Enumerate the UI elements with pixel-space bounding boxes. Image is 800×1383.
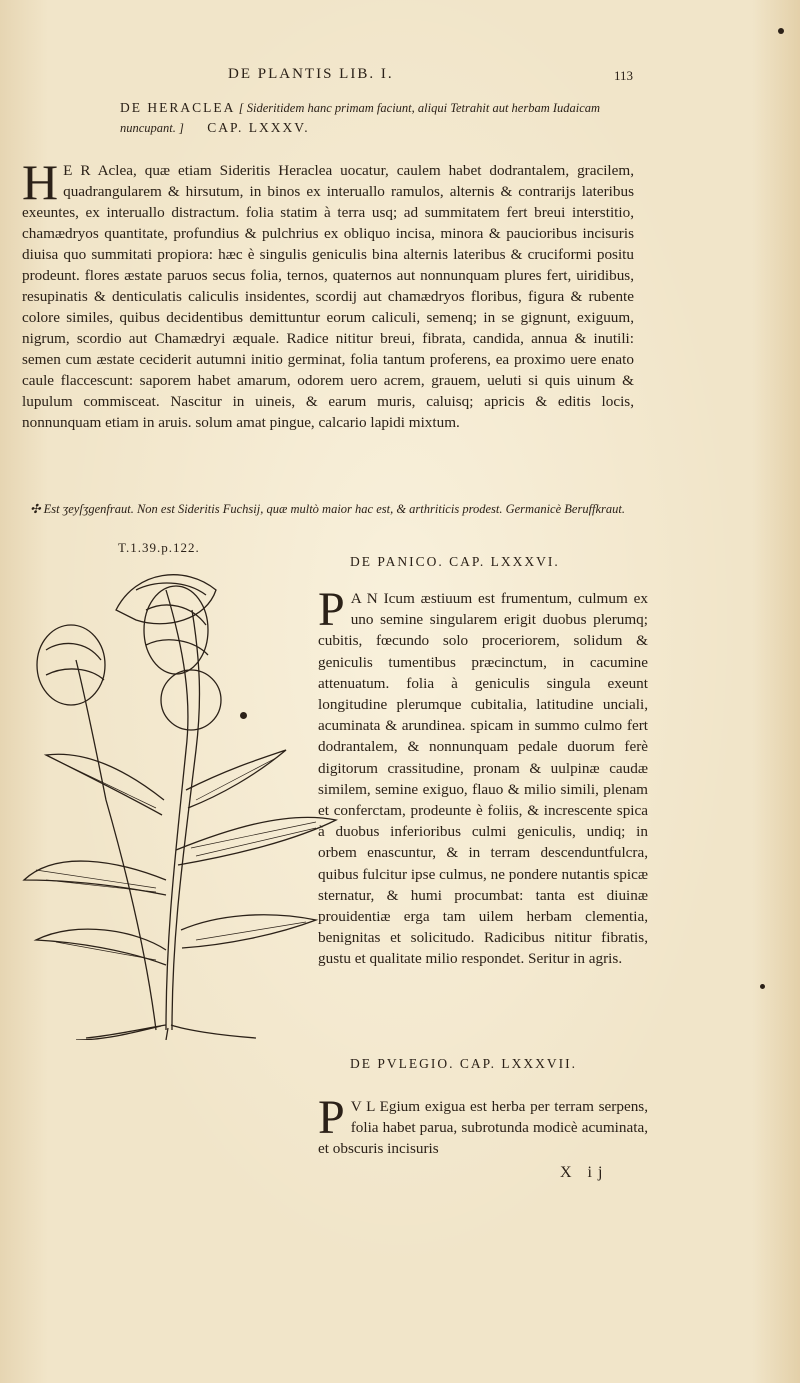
chapter-87-body: V L Egium exigua est herba per terram serpens, folia habet parua, subrotunda modicè acuminata, et obscuris incisuris xyxy=(318,1098,648,1158)
running-title: DE PLANTIS LIB. I. xyxy=(228,66,394,82)
running-header xyxy=(0,66,800,90)
chapter-86-body: A N Icum æstiuum est frumentum, culmum ex uno semine singularem erigit duobus plerumq; cubitis, fœcundo solo proceriorem, solidum & geniculis tumentibus præcinctum, in cacumine attenuatum. folia à geniculis singula exeunt longitudine plerumque cubitalia, latitudine unciali, acuminata & arundinea. spicam in summo culmo fert dodrantalem, & nonnunquam pedale duorum ferè digitorum crassitudine, pronam & uulpinæ caudæ similem, semine exiguo, flauo & milio simili, plenam et conferctam, prodeunte è foliis, & increscente spica à duobus inferioribus culmi geniculis, undiq; in orbem enascuntur, & in terram descenduntfulcra, quibus fulcitur ipse culmus, ne pondere nutantis spicæ sternatur, & humi procumbat: tanta est diuinæ prouidentiæ erga tam uilem herbam clementia, benignitas et solicitudo. Radicibus nititur fibratis, gustu et qualitate milio respondet. Seritur in agris. xyxy=(318,590,648,968)
folio-number: 113 xyxy=(614,68,634,83)
chapter-86-text xyxy=(318,583,648,970)
drop-capital-p: P xyxy=(318,583,345,636)
chapter-85-text xyxy=(22,154,634,433)
chapter-86-heading: DE PANICO. CAP. LXXXVI. xyxy=(350,554,560,569)
chapter-87-text xyxy=(318,1091,648,1160)
chapter-85-number: CAP. LXXXV. xyxy=(207,120,310,135)
reference-note: ✣ Est ʒeyſʒgenfraut. Non est Sideritis Fuchsij, quæ multò maior hac est, & arthriticis prodest. Germanicè Beruffkraut. xyxy=(30,502,626,516)
chapter-87-heading: DE PVLEGIO. CAP. LXXXVII. xyxy=(350,1056,577,1071)
chapter-85-title: DE HERACLEA xyxy=(120,100,236,115)
ink-spot xyxy=(760,984,765,989)
woodcut-panicum-illustration xyxy=(16,550,344,1040)
drop-capital-p-2: P xyxy=(318,1091,345,1144)
figure-caption: T.1.39.p.122. xyxy=(118,540,200,555)
ink-spot xyxy=(240,712,247,719)
signature-mark: X ij xyxy=(560,1164,609,1181)
chapter-85-heading xyxy=(120,98,640,138)
drop-capital-h: H xyxy=(22,154,59,210)
chapter-85-body: E R Aclea, quæ etiam Sideritis Heraclea uocatur, caulem habet dodrantalem, gracilem, quadrangularem & hirsutum, in binos ex interuallo ramulos, alternis & contrarijs lateribus exeuntes, ex interuallo distractum. folia statim à terra usq; ad summitatem fert breui interstitio, chamædryos quantitate, profundius & pulchrius ex obliquo incisa, minora & paucioribus incisuris diuisa quo summitati propiora: hæc è singulis geniculis bina alternis lateribus & cruciformi positu prodeunt. flores æstate paruos secus folia, ternos, quaternos aut nonnunquam plures fert, uiridibus, resupinatis & denticulatis caliculis insidentes, scordij aut chamædryos floribus, figura & rubente colore similes, quibus decidentibus demittuntur eorum caliculi, semenq; in se gignunt, exiguum, nigrum, scordio aut Chamædryi æquale. Radice nititur breui, fibrata, candida, annua & inutili: semen cum æstate ceciderit autumni initio germinat, folia tantum proferens, ea proximo uere enato caule flaccescunt: saporem habet amarum, odorem uero acrem, grauem, ueluti si quis uinum & lupulum commisceat. Nascitur in uineis, & earum muris, caluisq; apricis & editis locis, nonnunquam etiam in aruis. solum amat pingue, calcario lapidi mixtum. xyxy=(22,162,634,431)
chapter-85-title-note: [ Sideritidem hanc primam faciunt, aliqui Tetrahit aut herbam Iudaicam nuncupant. ] xyxy=(120,101,601,135)
ink-spot xyxy=(778,28,784,34)
